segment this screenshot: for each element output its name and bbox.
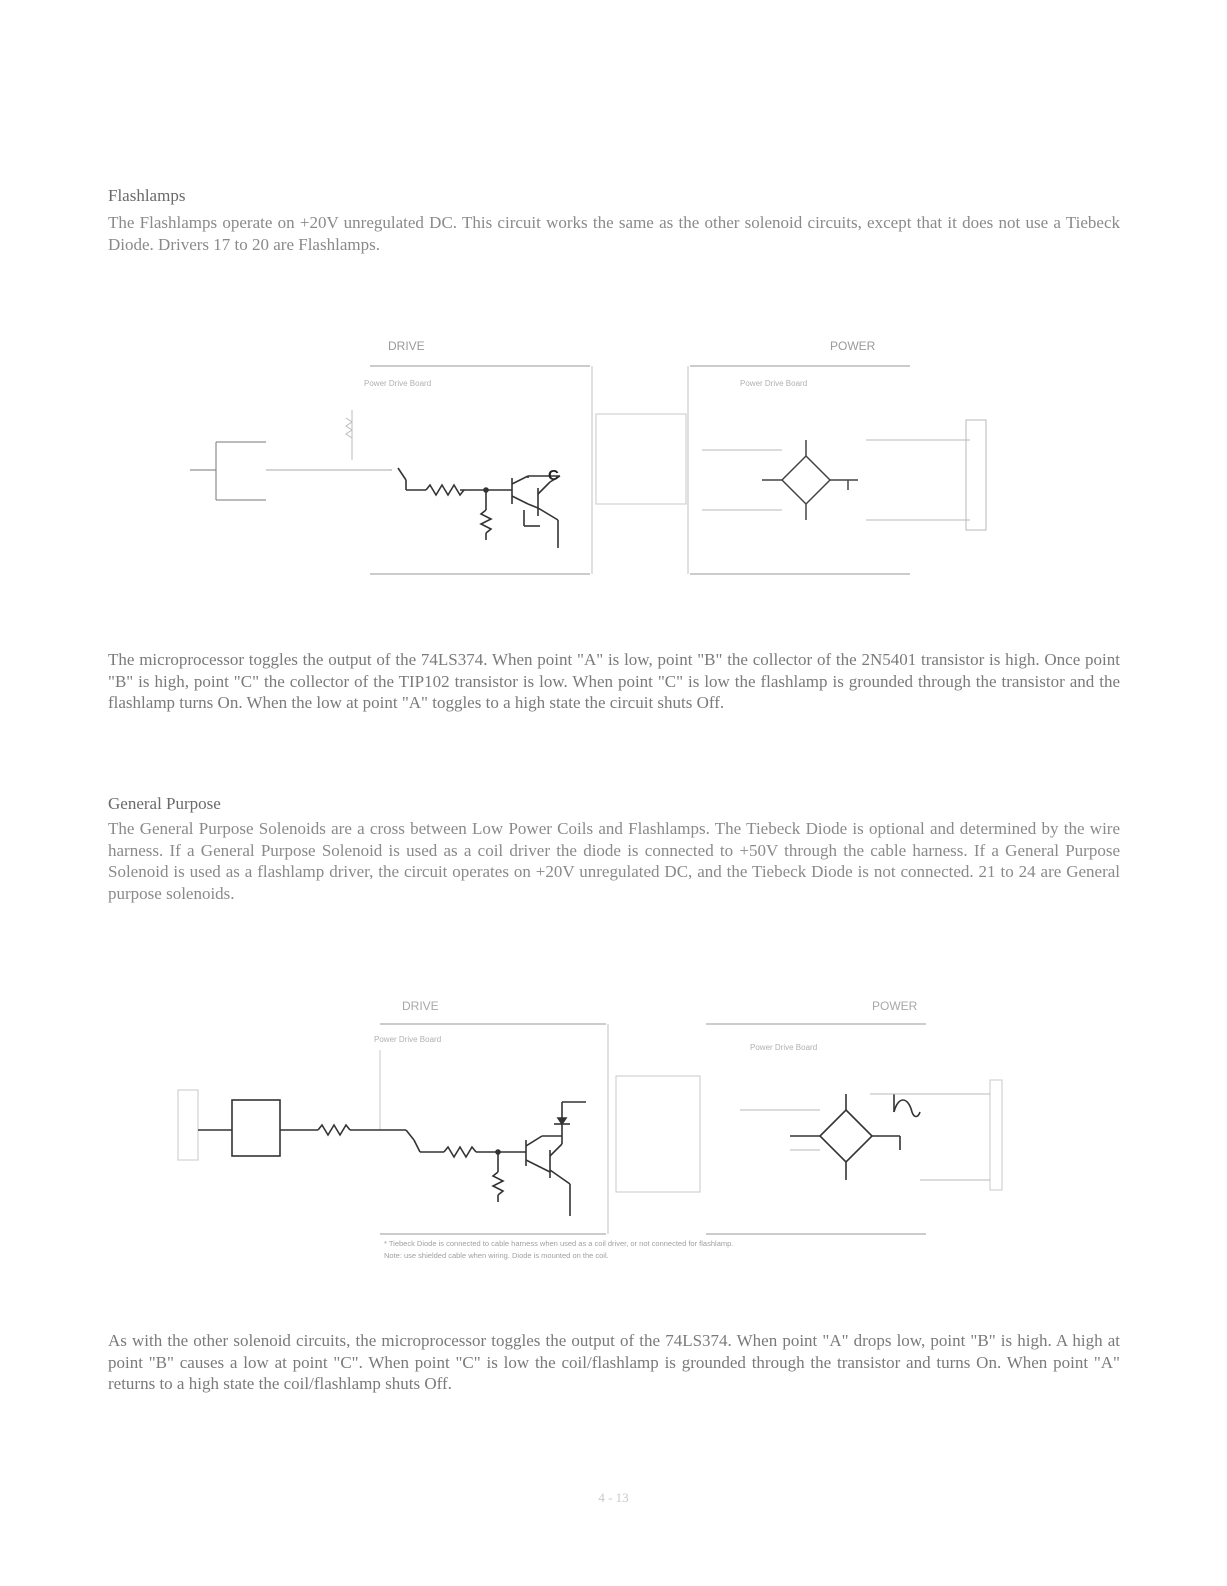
section-paragraph-general-purpose: The General Purpose Solenoids are a cross between Low Power Coils and Flashlamps. The Tiebeck Diode is optional and determined by the wire harness. If a General Purpose Solenoid is used as a coil driver the diode is connected to +50V through the cable harness. If a General Purpose Solenoid is used as a flashlamp driver, the circuit operates on +20V unregulated DC, and the Tiebeck Diode is not connected. 21 to 24 are General purpose solenoids. — [108, 819, 1120, 903]
drive-board-label: Power Drive Board — [374, 1035, 442, 1044]
drive-board-label: Power Drive Board — [364, 379, 432, 388]
power-board-label: Power Drive Board — [750, 1043, 818, 1052]
point-c-label: C — [548, 467, 559, 484]
section-heading-flashlamps: Flashlamps — [108, 186, 186, 205]
section-paragraph-flashlamps: The Flashlamps operate on +20V unregulated DC. This circuit works the same as the other solenoid circuits, except that it does not use a Tiebeck Diode. Drivers 17 to 20 are Flashlamps. — [108, 213, 1120, 254]
drive-label: DRIVE — [388, 339, 425, 353]
flashlamp-circuit-diagram — [130, 330, 1130, 590]
general-purpose-circuit-diagram — [130, 990, 1130, 1280]
power-label: POWER — [830, 339, 876, 353]
page-number: 4 - 13 — [598, 1490, 629, 1505]
section-explanation-flashlamps: The microprocessor toggles the output of the 74LS374. When point "A" is low, point "B" the collector of the 2N5401 transistor is high. Once point "B" is high, point "C" the collector of the TIP102 transistor is low. When point "C" is low the flashlamp is grounded through the transistor and the flashlamp turns On. When the low at point "A" toggles to a high state the circuit shuts Off. — [108, 650, 1120, 712]
power-board-label: Power Drive Board — [740, 379, 808, 388]
drive-label: DRIVE — [402, 999, 439, 1013]
figure-note-line2: Note: use shielded cable when wiring. Diode is mounted on the coil. — [384, 1251, 609, 1260]
section-heading-general-purpose: General Purpose — [108, 794, 221, 813]
figure-note-line1: * Tiebeck Diode is connected to cable harness when used as a coil driver, or not connected for flashlamp. — [384, 1239, 734, 1248]
power-label: POWER — [872, 999, 918, 1013]
section-explanation-general-purpose: As with the other solenoid circuits, the microprocessor toggles the output of the 74LS374. When point "A" drops low, point "B" is high. A high at point "B" causes a low at point "C". When point "C" is low the coil/flashlamp is grounded through the transistor and turns On. When point "A" returns to a high state the coil/flashlamp shuts Off. — [108, 1331, 1120, 1393]
